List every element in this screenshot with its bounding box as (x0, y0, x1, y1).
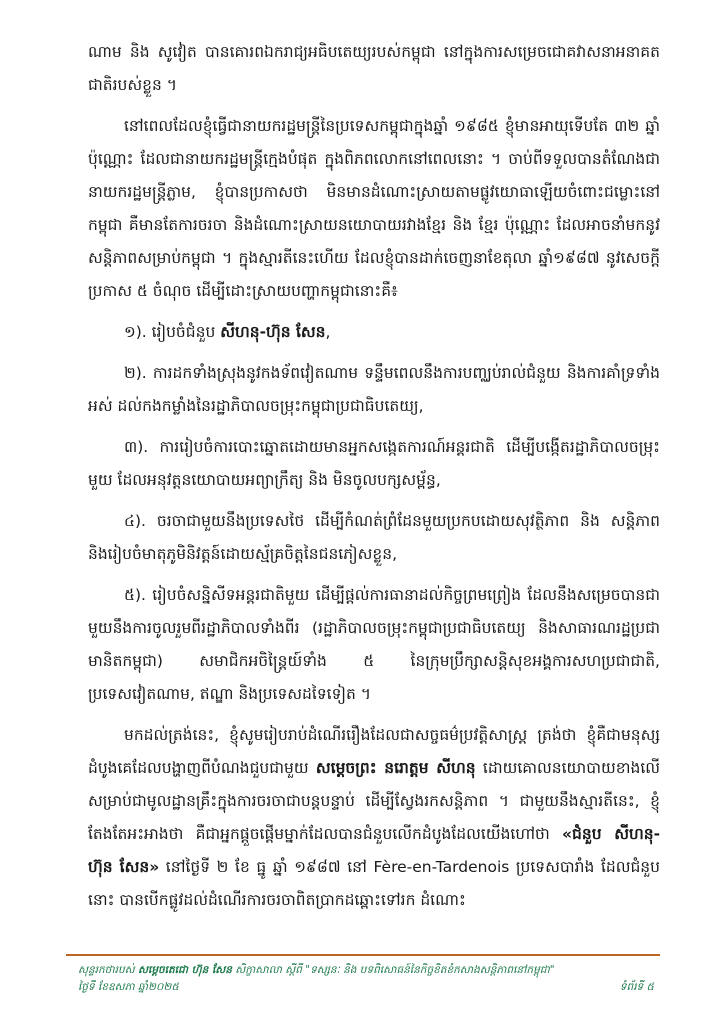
paragraph-meeting (88, 719, 660, 917)
list-item-1-end: , (325, 323, 331, 341)
page-number: ទំព័រទី ៥ (619, 981, 654, 993)
list-item-3: ៣). ការរៀបចំការបោះឆ្នោតដោយមានអ្នកសង្កេតការណ៍អន្តរជាតិ ដើម្បីបង្កើតរដ្ឋាភិបាលចម្រុះមួយ ដែលអនុវត្តនយោបាយអព្យាក្រឹត្យ និង មិនចូលបក្សសម្ព័ន្ធ, (88, 438, 660, 489)
body-text (88, 36, 660, 925)
footer-title-post: សិក្ខាសាលា ស្ដីពី "ទស្សនៈ និង បទពិសោធន៍នៃកិច្ចខិតខំកសាងសន្តិភាពនៅកម្ពុជា" (231, 964, 555, 976)
footer-title-bold: សម្ដេចតេជោ ហ៊ុន សែន (138, 964, 232, 976)
paragraph-meeting-e: នៅថ្ងៃទី ២ ខែ ធ្នូ ឆ្នាំ ១៩៨៧ នៅ Fère-en-Tardenois ប្រទេសបារាំង ដែលជំនួបនោះ បានបើកផ្លូវដល់ដំណើរការចរចាពិតប្រាកដឆ្ពោះទៅរក ដំណោះ (88, 858, 660, 909)
list-item-2: ២). ការដកទាំងស្រុងនូវកងទ័ពវៀតណាម ទន្ទឹមពេលនឹងការបញ្ឈប់រាល់ជំនួយ និងការគាំទ្រទាំងអស់ ដល់កងកម្លាំងនៃរដ្ឋាភិបាលចម្រុះកម្ពុជាប្រជាធិបតេយ្យ, (88, 364, 660, 415)
list-item-1 (88, 316, 660, 349)
list-item-5: ៥). រៀបចំសន្និសីទអន្តរជាតិមួយ ដើម្បីផ្ដល់ការធានាដល់កិច្ចព្រមព្រៀង ដែលនឹងសម្រេចបានជាមួយនឹងការចូលរួមពីរដ្ឋាភិបាលទាំងពីរ (រដ្ឋាភិបាលចម្រុះកម្ពុជាប្រជាធិបតេយ្យ និងសាធារណរដ្ឋប្រជាមានិតកម្ពុជា) សមាជិកអចិន្ត្រៃយ៍ទាំង ៥ នៃក្រុមប្រឹក្សាសន្តិសុខអង្គការសហប្រជាជាតិ, ប្រទេសវៀតណាម, ឥណ្ឌា និងប្រទេសដទៃទៀត ។ (88, 586, 660, 703)
footer-meta-row (78, 979, 654, 996)
paragraph-meeting-a: មកដល់ត្រង់នេះ, ខ្ញុំសូមរៀបរាប់ដំណើររឿងដែលជាសច្ចធម៌ប្រវត្តិសាស្ត្រ ត្រង់ថា ខ្ញុំគឺជាមនុស្សដំបូងគេដែលបង្ហាញពីបំណងជួបជាមួយ (88, 726, 660, 777)
paragraph-continuation: ណាម និង សូវៀត បានគោរពឯករាជ្យអធិបតេយ្យរបស់កម្ពុជា នៅក្នុងការសម្រេចជោគវាសនាអនាគតជាតិរបស់ខ្លួន ។ (88, 43, 660, 94)
list-item-4: ៤). ចរចាជាមួយនឹងប្រទេសថៃ ដើម្បីកំណត់ព្រំដែនមួយប្រកបដោយសុវត្ថិភាព និង សន្តិភាព និងរៀបចំមាតុភូមិនិវត្តន៍ដោយស្ម័គ្រចិត្តនៃជនភៀសខ្លួន, (88, 512, 660, 563)
footer-date: ថ្ងៃទី ខែឧសភា ឆ្នាំ២០២៥ (78, 981, 179, 993)
page-footer (78, 962, 654, 996)
paragraph-meeting-bold-meeting: «ជំនួប សីហនុ- ហ៊ុន សែន» (88, 825, 661, 876)
list-item-1-text: ១). រៀបចំជំនួប (124, 323, 221, 341)
footer-title-pre: សុន្ទរកថារបស់ (78, 964, 138, 976)
footer-divider (66, 954, 660, 956)
paragraph-prime-minister: នៅពេលដែលខ្ញុំធ្វើជានាយករដ្ឋមន្ត្រីនៃប្រទេសកម្ពុជាក្នុងឆ្នាំ ១៩៨៥ ខ្ញុំមានអាយុទើបតែ ៣២ ឆ្នាំ ប៉ុណ្ណោះ ដែលជានាយករដ្ឋមន្ត្រីក្មេងបំផុត ក្នុងពិភពលោកនៅពេលនោះ ។ ចាប់ពីទទួលបានតំណែងជានាយករដ្ឋមន្ត្រីភ្លាម, ខ្ញុំបានប្រកាសថា មិនមានដំណោះស្រាយតាមផ្លូវយោធាឡើយចំពោះជម្លោះនៅកម្ពុជា គឺមានតែការចរចា និងដំណោះស្រាយនយោបាយរវាងខ្មែរ និង ខ្មែរ ប៉ុណ្ណោះ ដែលអាចនាំមកនូវសន្តិភាពសម្រាប់កម្ពុជា ។ ក្នុងស្មារតីនេះហើយ ដែលខ្ញុំបានដាក់ចេញនាខែតុលា ឆ្នាំ១៩៨៧ នូវសេចក្ដីប្រកាស ៥ ចំណុច ដើម្បីដោះស្រាយបញ្ហាកម្ពុជានោះគឺ៖ (88, 117, 660, 300)
paragraph-meeting-c: ដោយគោលនយោបាយខាងលើ សម្រាប់ជាមូលដ្ឋានគ្រឹះក្នុងការចរចាជាបន្តបន្ទាប់ ដើម្បីស្វែងរកសន្តិភាព ។ ជាមួយនឹងស្មារតីនេះ, ខ្ញុំតែងតែអះអាងថា គឺជាអ្នកផ្ដួចផ្ដើមម្នាក់ដែលបានជំនួបលើកដំបូងដែលយើងហៅថា (88, 759, 660, 843)
paragraph-meeting-bold-name: សម្ដេចព្រះ នរោត្តម សីហនុ (315, 759, 476, 777)
footer-speech-title (78, 962, 654, 979)
list-item-1-bold: សីហនុ-ហ៊ុន សែន (220, 323, 326, 341)
